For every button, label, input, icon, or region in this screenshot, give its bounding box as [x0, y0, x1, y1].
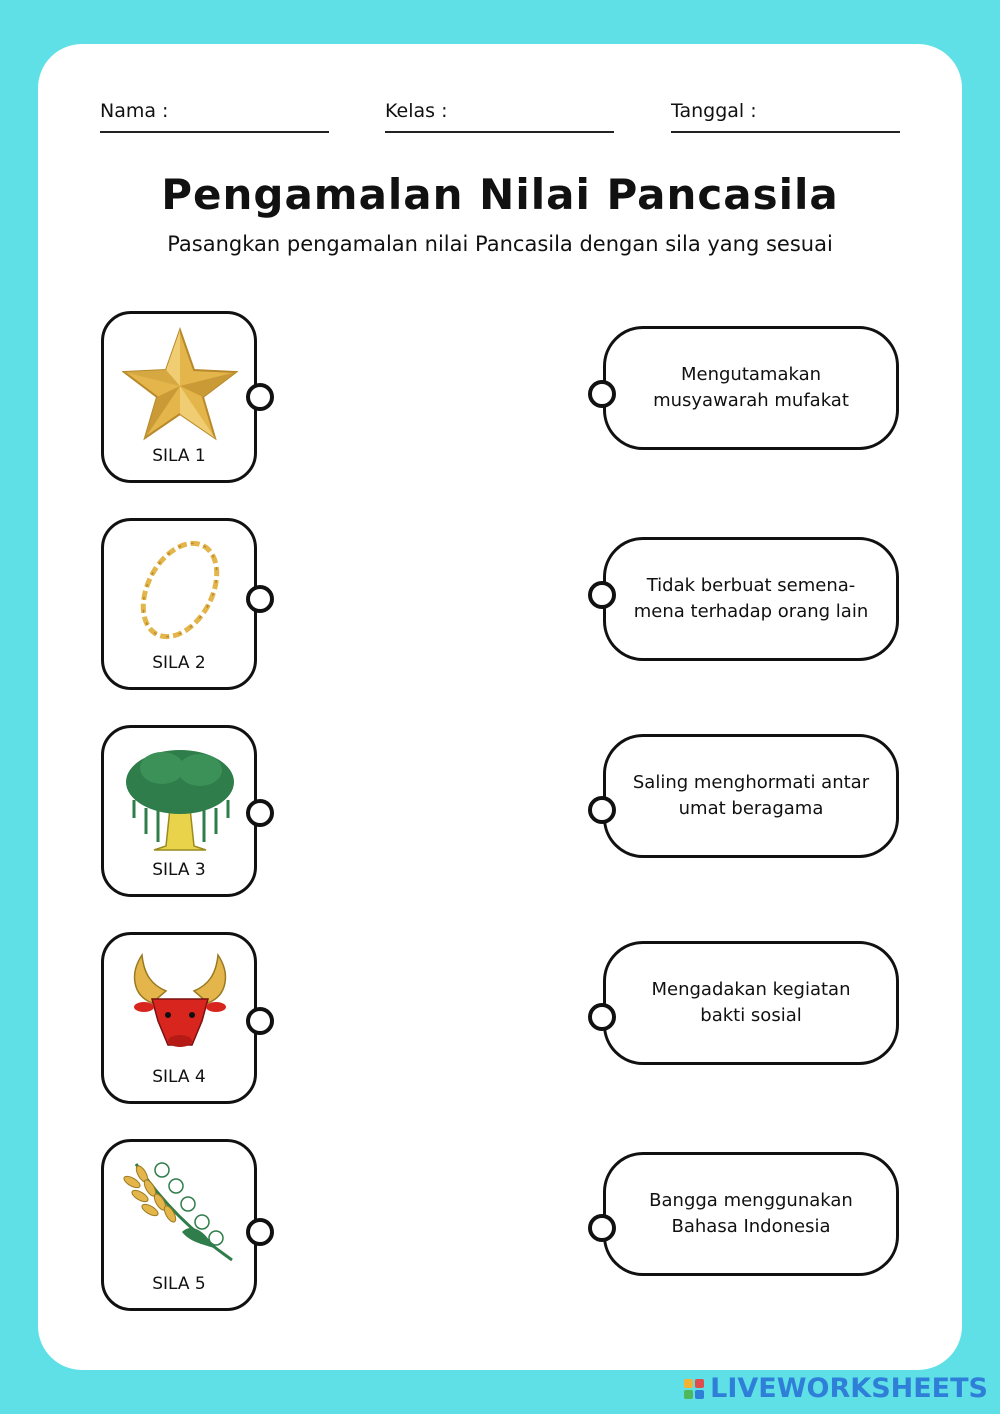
- name-field[interactable]: [100, 100, 168, 122]
- rice-cotton-icon: [122, 1152, 238, 1270]
- liveworksheets-logo-icon: [684, 1379, 704, 1399]
- sila-card-4: [101, 932, 257, 1104]
- answer-card-1: [603, 326, 899, 450]
- sila-card-3: [101, 725, 257, 897]
- sila-5-connector[interactable]: [246, 1218, 274, 1246]
- answer-1-connector[interactable]: [588, 380, 616, 408]
- sila-3-connector[interactable]: [246, 799, 274, 827]
- date-label: Tanggal :: [671, 100, 757, 122]
- banyan-tree-icon: [122, 738, 238, 856]
- sila-label: SILA 5: [152, 1274, 206, 1294]
- sila-2-connector[interactable]: [246, 585, 274, 613]
- sila-label: SILA 1: [152, 446, 206, 466]
- answer-3-connector[interactable]: [588, 796, 616, 824]
- answer-text: Saling menghormati antar umat beragama: [632, 772, 870, 819]
- sila-card-1: [101, 311, 257, 483]
- bull-head-icon: [122, 945, 238, 1063]
- date-field[interactable]: [671, 100, 757, 122]
- sila-card-5: [101, 1139, 257, 1311]
- brand-watermark[interactable]: [684, 1373, 988, 1404]
- date-line: [671, 131, 900, 133]
- answer-2-connector[interactable]: [588, 581, 616, 609]
- answer-5-connector[interactable]: [588, 1214, 616, 1242]
- name-label: Nama :: [100, 100, 169, 122]
- page-title: Pengamalan Nilai Pancasila: [161, 170, 839, 219]
- answer-card-3: [603, 734, 899, 858]
- class-field[interactable]: [385, 100, 447, 122]
- answer-card-2: [603, 537, 899, 661]
- answer-card-4: [603, 941, 899, 1065]
- sila-label: SILA 2: [152, 653, 206, 673]
- answer-card-5: [603, 1152, 899, 1276]
- page-subtitle: Pasangkan pengamalan nilai Pancasila dengan sila yang sesuai: [167, 232, 833, 256]
- sila-card-2: [101, 518, 257, 690]
- brand-text: LIVEWORKSHEETS: [710, 1373, 988, 1404]
- class-line: [385, 131, 614, 133]
- answer-text: Bangga menggunakan Bahasa Indonesia: [649, 1190, 853, 1237]
- sila-label: SILA 3: [152, 860, 206, 880]
- answer-text: Mengutamakan musyawarah mufakat: [653, 364, 849, 411]
- star-icon: [122, 324, 238, 442]
- class-label: Kelas :: [385, 100, 448, 122]
- name-line: [100, 131, 329, 133]
- answer-4-connector[interactable]: [588, 1003, 616, 1031]
- chain-icon: [122, 531, 238, 649]
- sila-1-connector[interactable]: [246, 383, 274, 411]
- sila-label: SILA 4: [152, 1067, 206, 1087]
- sila-4-connector[interactable]: [246, 1007, 274, 1035]
- answer-text: Mengadakan kegiatan bakti sosial: [651, 979, 851, 1026]
- answer-text: Tidak berbuat semena-mena terhadap orang lain: [633, 575, 869, 622]
